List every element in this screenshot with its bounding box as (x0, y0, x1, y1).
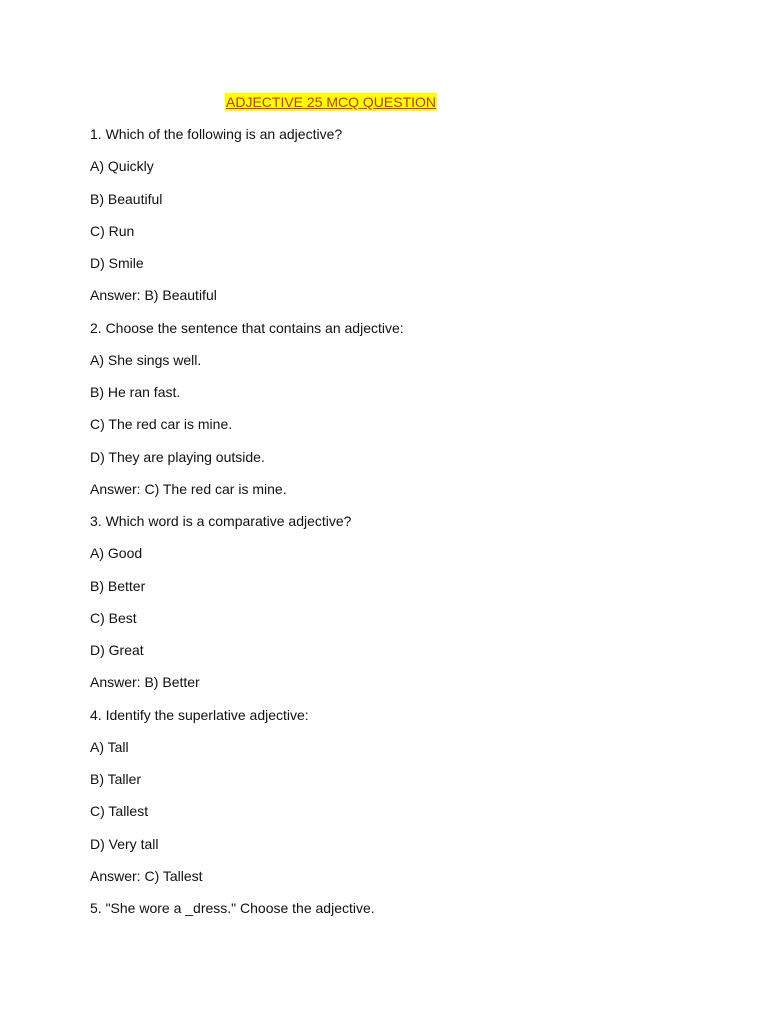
option-text: C) Best (90, 609, 137, 626)
answer-text: Answer: B) Beautiful (90, 287, 217, 304)
option-text: C) Tallest (90, 803, 149, 820)
option-text: D) Great (90, 642, 144, 658)
option-text: B) He ran fast. (90, 384, 181, 400)
option-text: C) Run (90, 222, 135, 239)
option-text: B) Taller (90, 771, 142, 787)
document-title: ADJECTIVE 25 MCQ QUESTION (226, 94, 437, 110)
option-text: A) Quickly (90, 158, 154, 175)
option-text: A) Good (90, 545, 143, 562)
answer-text: Answer: C) The red car is mine. (90, 480, 287, 497)
answer-text: Answer: B) Better (90, 674, 200, 691)
option-text: D) They are playing outside. (90, 448, 265, 465)
question-5-text: 5. "She wore a _dress." Choose the adjective. (90, 900, 375, 916)
option-text: A) She sings well. (90, 351, 202, 368)
question-4-text: 4. Identify the superlative adjective: (90, 706, 309, 723)
question-1-text: 1. Which of the following is an adjective? (90, 126, 343, 142)
question-list (90, 125, 404, 931)
question-3-text: 3. Which word is a comparative adjective? (90, 513, 352, 529)
option-text: B) Better (90, 577, 146, 594)
option-text: B) Beautiful (90, 190, 163, 207)
option-text: D) Very tall (90, 835, 159, 852)
option-text: C) The red car is mine. (90, 416, 233, 433)
option-text: A) Tall (90, 738, 129, 755)
option-text: D) Smile (90, 255, 144, 271)
question-2-text: 2. Choose the sentence that contains an adjective: (90, 319, 404, 336)
answer-text: Answer: C) Tallest (90, 867, 203, 884)
